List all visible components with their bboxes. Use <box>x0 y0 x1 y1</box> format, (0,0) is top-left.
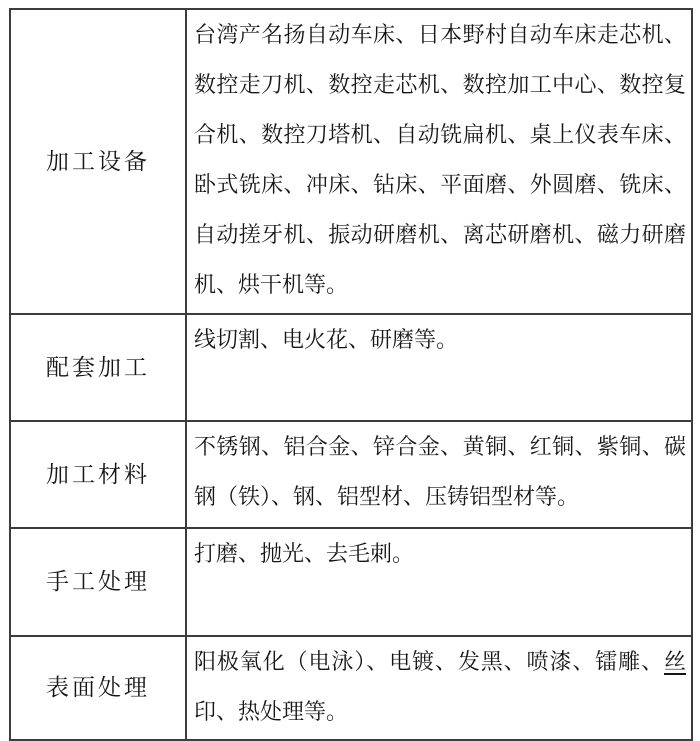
row-label-manual: 手工处理 <box>10 528 186 636</box>
surface-content-after: 印、热处理等。 <box>194 699 349 724</box>
row-label-surface: 表面处理 <box>10 636 186 740</box>
row-label-equipment: 加工设备 <box>10 9 186 314</box>
table-row-materials <box>10 421 692 528</box>
processing-capability-table <box>9 8 693 741</box>
row-content-materials: 不锈钢、铝合金、锌合金、黄铜、红铜、紫铜、碳钢（铁）、钢、铝型材、压铸铝型材等。 <box>186 421 692 528</box>
table-body <box>10 9 692 740</box>
table-row-equipment <box>10 9 692 314</box>
table-row-supporting <box>10 314 692 421</box>
surface-content-underlined: 丝 <box>663 649 686 674</box>
row-content-equipment: 台湾产名扬自动车床、日本野村自动车床走芯机、数控走刀机、数控走芯机、数控加工中心、数控复合机、数控刀塔机、自动铣扁机、桌上仪表车床、卧式铣床、冲床、钻床、平面磨、外圆磨、铣床、自动搓牙机、振动研磨机、离芯研磨机、磁力研磨机、烘干机等。 <box>186 9 692 314</box>
row-label-materials: 加工材料 <box>10 421 186 528</box>
table-row-surface <box>10 636 692 740</box>
row-label-supporting: 配套加工 <box>10 314 186 421</box>
row-content-supporting: 线切割、电火花、研磨等。 <box>186 314 692 421</box>
row-content-surface <box>186 636 692 740</box>
table-row-manual <box>10 528 692 636</box>
surface-content-before: 阳极氧化（电泳）、电镀、发黑、喷漆、镭雕、 <box>194 649 664 674</box>
row-content-manual: 打磨、抛光、去毛刺。 <box>186 528 692 636</box>
